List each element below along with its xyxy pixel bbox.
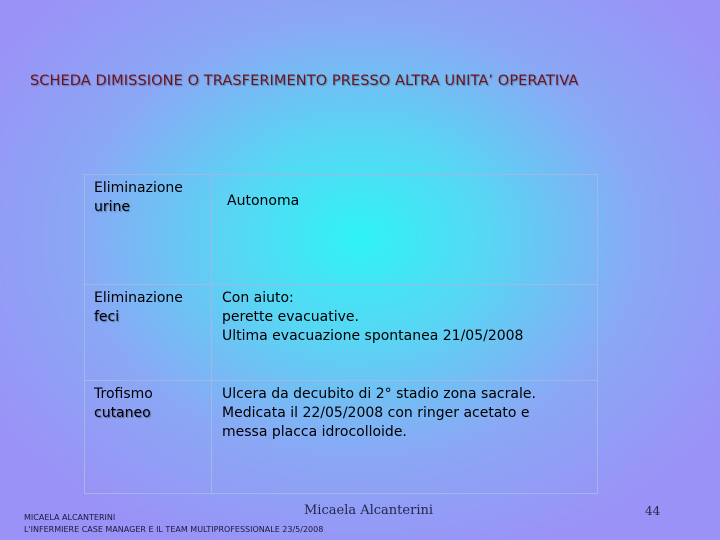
row-value-line: Ultima evacuazione spontanea 21/05/2008 — [222, 328, 524, 344]
table-row — [85, 175, 598, 285]
row-value-line: Ulcera da decubito di 2° stadio zona sacrale. — [222, 386, 536, 402]
row-value-line: messa placca idrocolloide. — [222, 424, 407, 440]
footer-author: Micaela Alcanterini — [304, 503, 434, 518]
row-label-line: urine — [94, 199, 131, 215]
footer-credits — [24, 512, 323, 536]
row-value — [212, 175, 598, 285]
row-label-line: cutaneo — [94, 405, 151, 421]
footer-credits-line: MICAELA ALCANTERINI — [24, 513, 116, 522]
table-row — [85, 381, 598, 494]
row-label-line: feci — [94, 309, 120, 325]
row-value-line: Autonoma — [227, 193, 300, 209]
row-label-line: Trofismo — [94, 386, 153, 402]
row-label — [85, 175, 212, 285]
row-label — [85, 285, 212, 381]
row-value-line: Medicata il 22/05/2008 con ringer acetato e — [222, 405, 530, 421]
row-label-line: Eliminazione — [94, 290, 183, 306]
row-label — [85, 381, 212, 494]
table-row — [85, 285, 598, 381]
row-value-line: perette evacuative. — [222, 309, 359, 325]
row-value-line: Con aiuto: — [222, 290, 294, 306]
discharge-table — [84, 174, 598, 494]
row-value — [212, 381, 598, 494]
row-label-line: Eliminazione — [94, 180, 183, 196]
footer-credits-line: L'INFERMIERE CASE MANAGER E IL TEAM MULTIPROFESSIONALE 23/5/2008 — [24, 525, 324, 534]
page-number: 44 — [645, 504, 661, 518]
slide-title: SCHEDA DIMISSIONE O TRASFERIMENTO PRESSO ALTRA UNITA’ OPERATIVA — [30, 73, 579, 89]
row-value — [212, 285, 598, 381]
